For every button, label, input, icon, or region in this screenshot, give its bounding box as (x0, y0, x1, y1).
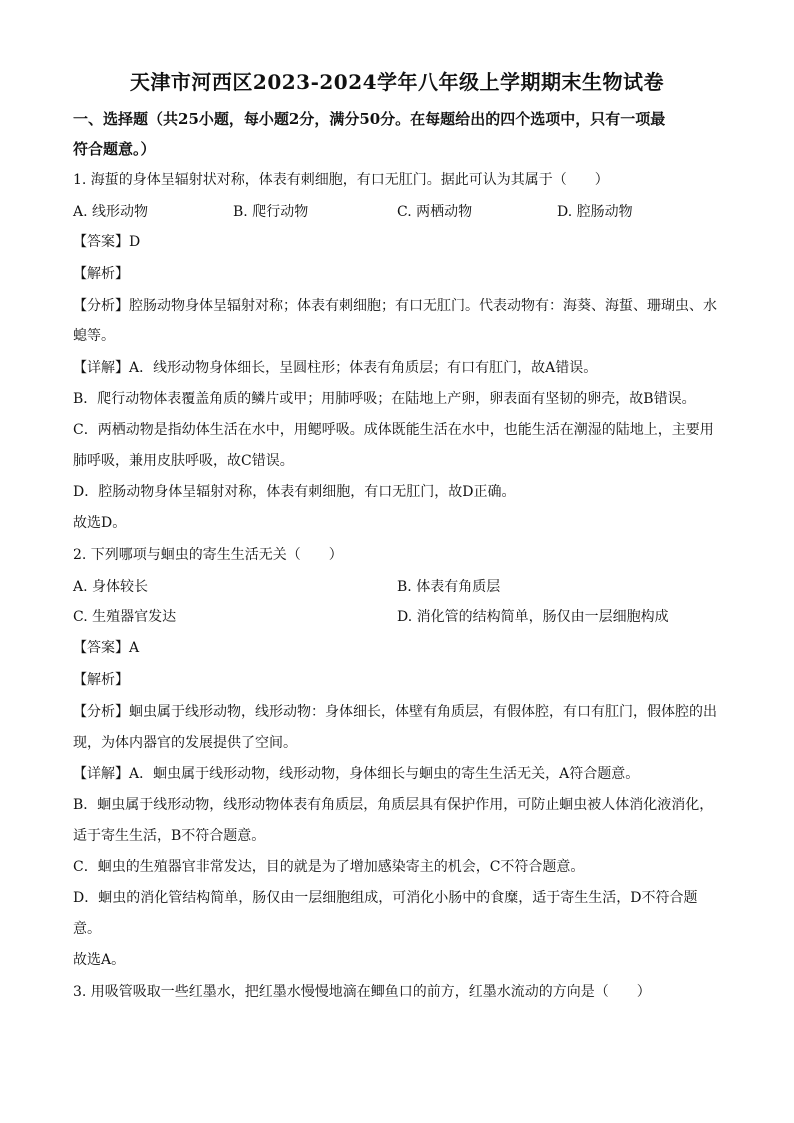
question-2-option-d: D. 消化管的结构简单，肠仅由一层细胞构成 (397, 609, 669, 625)
question-2-analysis-label: 【解析】 (73, 672, 129, 688)
question-1-answer: 【答案】D (73, 234, 141, 250)
question-2-stem: 2. 下列哪项与蛔虫的寄生生活无关（ ） (73, 547, 343, 563)
question-2-conclusion: 故选A。 (73, 952, 126, 968)
section-heading-line2: 符合题意。） (73, 140, 156, 158)
question-2-detail-b1: B．蛔虫属于线形动物，线形动物体表有角质层，角质层具有保护作用，可防止蛔虫被人体消化液消化， (73, 797, 714, 813)
question-1-detail-c1: C．两栖动物是指幼体生活在水中，用鳃呼吸。成体既能生活在水中，也能生活在潮湿的陆地上，主要用 (73, 422, 714, 438)
question-1-conclusion: 故选D。 (73, 515, 127, 531)
question-1-detail-c2: 肺呼吸，兼用皮肤呼吸，故C错误。 (73, 453, 294, 469)
question-1-detail-a: 【详解】A．线形动物身体细长，呈圆柱形；体表有角质层；有口有肛门，故A错误。 (73, 360, 598, 376)
question-2-detail-b2: 适于寄生生活，B不符合题意。 (73, 828, 266, 844)
question-2-analysis-line1: 【分析】蛔虫属于线形动物，线形动物：身体细长，体壁有角质层，有假体腔，有口有肛门，假体腔的出 (73, 704, 717, 720)
question-2-detail-a: 【详解】A．蛔虫属于线形动物，线形动物，身体细长与蛔虫的寄生生活无关，A符合题意。 (73, 766, 640, 782)
question-2-detail-d1: D．蛔虫的消化管结构简单，肠仅由一层细胞组成，可消化小肠中的食糜，适于寄生生活，D不符合题 (73, 890, 698, 906)
question-1-option-c: C. 两栖动物 (397, 204, 473, 220)
question-2-option-b: B. 体表有角质层 (397, 579, 501, 595)
question-2-option-c: C. 生殖器官发达 (73, 609, 177, 625)
question-2-analysis-line2: 现，为体内器官的发展提供了空间。 (73, 735, 297, 751)
question-1-option-a: A. 线形动物 (73, 204, 149, 220)
question-1-detail-d: D．腔肠动物身体呈辐射对称，体表有刺细胞，有口无肛门，故D正确。 (73, 484, 516, 500)
question-1-option-b: B. 爬行动物 (233, 204, 309, 220)
question-2-detail-d2: 意。 (73, 921, 101, 937)
question-2-answer: 【答案】A (73, 640, 140, 656)
question-1-stem: 1. 海蜇的身体呈辐射状对称，体表有刺细胞，有口无肛门。据此可认为其属于（ ） (73, 172, 609, 188)
question-1-analysis-label: 【解析】 (73, 266, 129, 282)
question-2-option-a: A. 身体较长 (73, 579, 149, 595)
question-3-stem: 3. 用吸管吸取一些红墨水，把红墨水慢慢地滴在鲫鱼口的前方，红墨水流动的方向是（ ） (73, 984, 651, 1000)
question-1-option-d: D. 腔肠动物 (557, 204, 633, 220)
section-heading-line1: 一、选择题（共25小题，每小题2分，满分50分。在每题给出的四个选项中，只有一项最 (73, 110, 666, 128)
page-title: 天津市河西区2023-2024学年八年级上学期期末生物试卷 (129, 70, 665, 94)
question-1-analysis-line1: 【分析】腔肠动物身体呈辐射对称；体表有刺细胞；有口无肛门。代表动物有：海葵、海蜇、珊瑚虫、水 (73, 298, 717, 314)
question-2-detail-c: C．蛔虫的生殖器官非常发达，目的就是为了增加感染寄主的机会，C不符合题意。 (73, 859, 585, 875)
question-1-analysis-line2: 螅等。 (73, 328, 115, 344)
question-1-detail-b: B．爬行动物体表覆盖角质的鳞片或甲；用肺呼吸；在陆地上产卵，卵表面有坚韧的卵壳，故B错误。 (73, 391, 696, 407)
